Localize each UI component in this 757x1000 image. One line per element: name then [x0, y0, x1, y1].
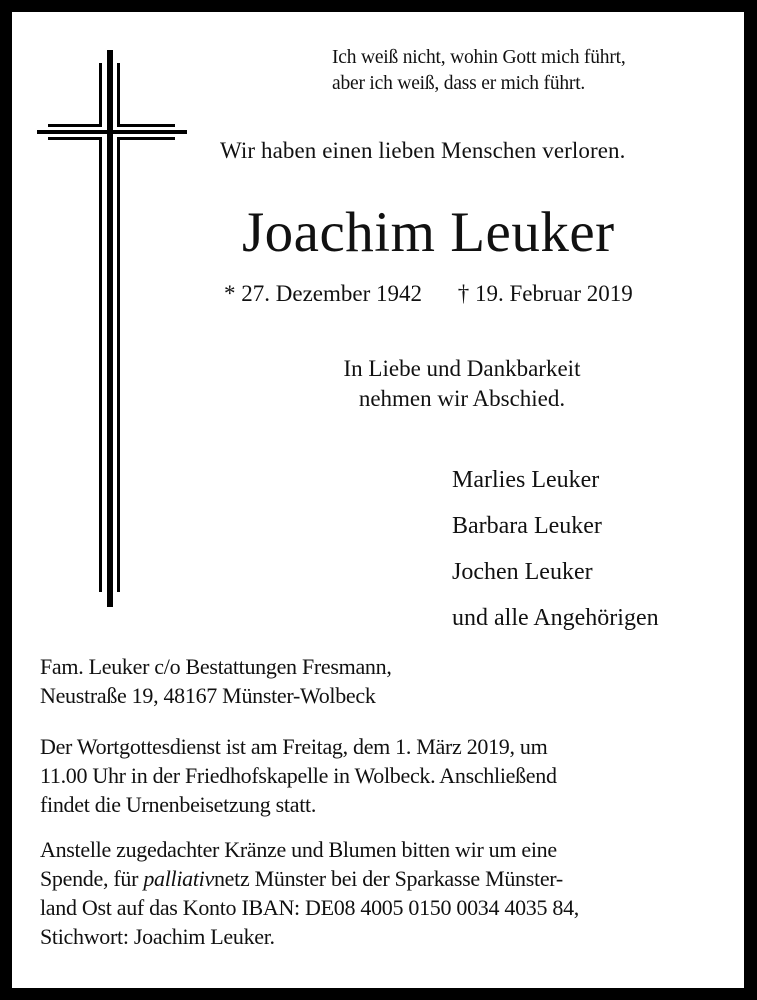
mourner-name: Marlies Leuker [452, 467, 600, 493]
mourner-name: Jochen Leuker [452, 559, 593, 585]
service-info [40, 732, 557, 819]
mourners-list [452, 457, 659, 641]
donation-info [40, 835, 579, 951]
deceased-name: Joachim Leuker [242, 201, 615, 264]
donation-suffix: netz Münster bei der Sparkasse Münster- [213, 866, 563, 891]
contact-address [40, 652, 392, 710]
farewell-text [312, 354, 612, 414]
cross-right-vertical-lower [117, 139, 120, 592]
donation-line: Anstelle zugedachter Kränze und Blumen bitten wir um eine [40, 837, 557, 862]
intro-text: Wir haben einen lieben Menschen verloren. [220, 138, 626, 163]
life-dates [224, 281, 633, 307]
donation-prefix: Spende, für [40, 866, 144, 891]
cross-upper-horizontal-right [117, 124, 175, 127]
donation-line [40, 864, 579, 893]
service-line: 11.00 Uhr in der Friedhofskapelle in Wolbeck. Anschließend [40, 763, 557, 788]
obituary-notice [12, 12, 744, 988]
cross-lower-horizontal-right [117, 137, 175, 140]
service-line: Der Wortgottesdienst ist am Freitag, dem 1. März 2019, um [40, 734, 548, 759]
cross-lower-horizontal-left [48, 137, 102, 140]
donation-line: Stichwort: Joachim Leuker. [40, 924, 275, 949]
quote-line: Ich weiß nicht, wohin Gott mich führt, [332, 47, 626, 68]
cross-upper-horizontal-left [48, 124, 102, 127]
death-date: † 19. Februar 2019 [457, 281, 633, 306]
cross-left-vertical-lower [99, 139, 102, 592]
service-line: findet die Urnenbeisetzung statt. [40, 792, 317, 817]
mourner-name: Barbara Leuker [452, 513, 602, 539]
farewell-line: In Liebe und Dankbarkeit [343, 356, 581, 381]
address-line: Neustraße 19, 48167 Münster-Wolbeck [40, 683, 376, 708]
farewell-line: nehmen wir Abschied. [358, 386, 566, 411]
bible-quote [332, 45, 626, 97]
organization-italic: palliativ [143, 866, 214, 891]
cross-icon [12, 12, 212, 632]
donation-line: land Ost auf das Konto IBAN: DE08 4005 0150 0034 4035 84, [40, 895, 579, 920]
address-line: Fam. Leuker c/o Bestattungen Fresmann, [40, 654, 392, 679]
cross-left-vertical-upper [99, 63, 102, 127]
quote-line: aber ich weiß, dass er mich führt. [332, 73, 586, 94]
cross-center-horizontal [37, 130, 187, 134]
mourner-name: und alle Angehörigen [452, 605, 659, 631]
cross-right-vertical-upper [117, 63, 120, 127]
birth-date: * 27. Dezember 1942 [224, 281, 422, 306]
